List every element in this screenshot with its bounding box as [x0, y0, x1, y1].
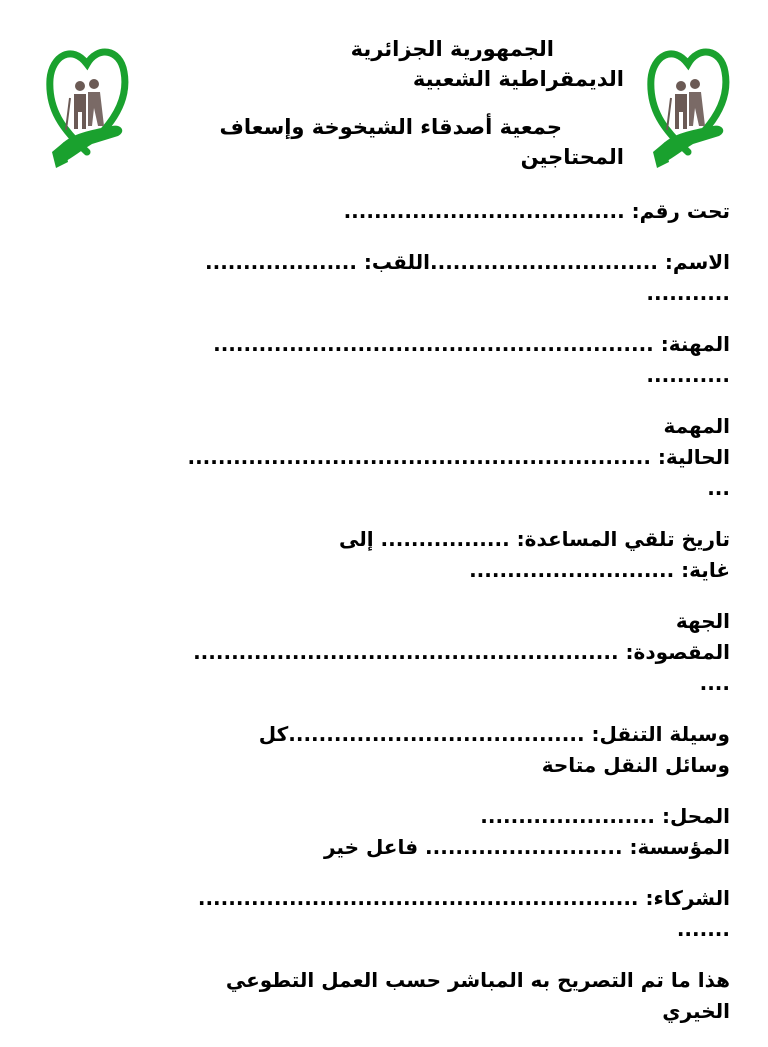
profession-field: [38, 329, 730, 391]
task-line2: الحالية: .............................................................: [187, 445, 730, 469]
association-name-line1: جمعية أصدقاء الشيخوخة وإسعاف: [219, 115, 562, 139]
form-body: [38, 196, 730, 1047]
association-name: [154, 112, 624, 172]
date-line2: غاية: ...........................: [469, 558, 730, 582]
name-line2: ...........: [646, 281, 730, 305]
declaration-field: [38, 965, 730, 1027]
country-name-line2: الديمقراطية الشعبية: [412, 67, 624, 91]
institution-line: المؤسسة: .......................... فاعل خير: [323, 835, 730, 859]
ref-number-line: تحت رقم: .....................................: [343, 199, 730, 223]
partners-line2: .......: [676, 917, 730, 941]
destination-line3: ....: [699, 671, 730, 695]
profession-line1: المهنة: ..........................................................: [213, 332, 730, 356]
partners-field: [38, 883, 730, 945]
declaration-line2: الخيري: [662, 999, 730, 1023]
profession-line2: ...........: [646, 363, 730, 387]
task-line1: المهمة: [663, 414, 730, 438]
destination-line1: الجهة: [675, 609, 730, 633]
ref-number-field: [38, 196, 730, 227]
date-line1: تاريخ تلقي المساعدة: ................. إلى: [338, 527, 730, 551]
association-logo-right: [643, 34, 733, 174]
name-field: [38, 247, 730, 309]
declaration-line1: هذا ما تم التصريح به المباشر حسب العمل التطوعي: [225, 968, 730, 992]
association-logo-left: [42, 34, 132, 174]
destination-line2: المقصودة: ........................................................: [193, 640, 730, 664]
task-field: [38, 411, 730, 504]
transport-line2: وسائل النقل متاحة: [541, 753, 730, 777]
transport-field: [38, 719, 730, 781]
name-line1: الاسم: ..............................اللقب: ....................: [205, 250, 730, 274]
partners-line1: الشركاء: ..........................................................: [197, 886, 730, 910]
place-institution-field: [38, 801, 730, 863]
task-line3: ...: [707, 476, 730, 500]
destination-field: [38, 606, 730, 699]
document-header: [154, 34, 624, 172]
transport-line1: وسيلة التنقل: .......................................كل: [258, 722, 730, 746]
association-name-line2: المحتاجين: [520, 145, 624, 169]
country-name-line1: الجمهورية الجزائرية: [350, 37, 554, 61]
date-field: [38, 524, 730, 586]
place-line: المحل: .......................: [480, 804, 730, 828]
